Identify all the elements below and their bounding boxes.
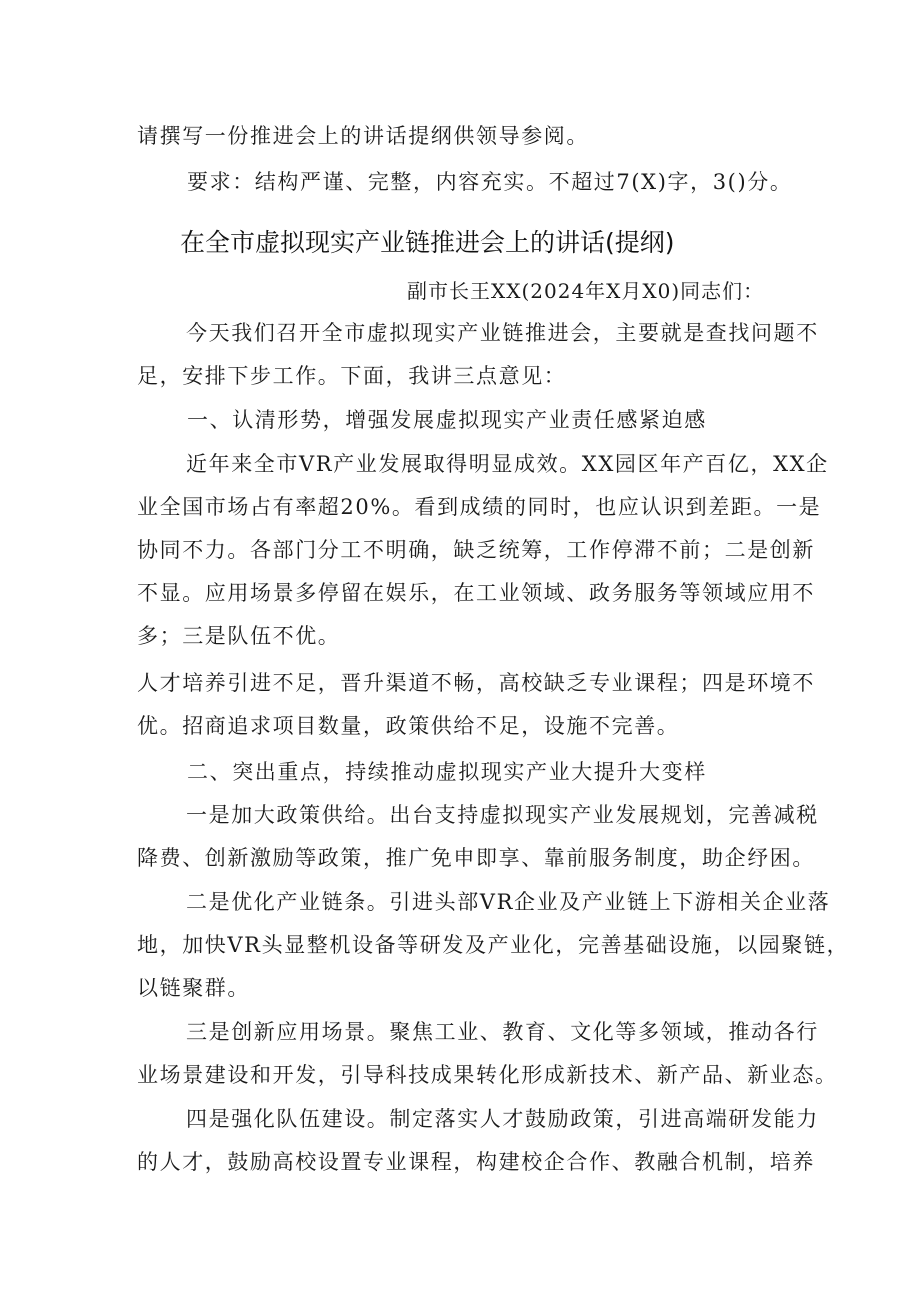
body-line: 优。招商追求项目数量，政策供给不足，设施不完善。	[137, 714, 680, 738]
requirements-line: 要求：结构严谨、完整，内容充实。不超过7(X)字，3()分。	[187, 170, 793, 194]
prompt-line: 请撰写一份推进会上的讲话提纲供领导参阅。	[137, 124, 589, 148]
body-line: 近年来全市VR产业发展取得明显成效。XX园区年产百亿，XX企	[186, 452, 829, 476]
body-line: 四是强化队伍建设。制定落实人才鼓励政策，引进高端研发能力	[186, 1107, 819, 1131]
body-line: 地，加快VR头显整机设备等研发及产业化，完善基础设施，以园聚链，	[137, 933, 850, 957]
body-line: 二是优化产业链条。引进头部VR企业及产业链上下游相关企业落	[186, 890, 831, 914]
speaker-line: 副市长王XX(2024年X月X0)同志们：	[407, 279, 765, 303]
body-line: 多；三是队伍不优。	[137, 624, 341, 648]
body-line: 协同不力。各部门分工不明确，缺乏统筹，工作停滞不前；二是创新	[137, 538, 815, 562]
body-line: 一是加大政策供给。出台支持虚拟现实产业发展规划，完善减税	[186, 803, 819, 827]
section-heading-2: 二、突出重点，持续推动虚拟现实产业大提升大变样	[187, 760, 707, 784]
section-heading-1: 一、认清形势，增强发展虚拟现实产业责任感紧迫感	[187, 408, 707, 432]
body-line: 业全国市场占有率超20%。看到成绩的同时，也应认识到差距。一是	[137, 495, 822, 519]
body-line: 以链聚群。	[137, 976, 250, 1000]
body-line: 降费、创新激励等政策，推广免申即享、靠前服务制度，助企纾困。	[137, 846, 815, 870]
body-line: 三是创新应用场景。聚焦工业、教育、文化等多领域，推动各行	[186, 1020, 819, 1044]
body-line: 的人才，鼓励高校设置专业课程，构建校企合作、教融合机制，培养	[137, 1150, 815, 1174]
document-title: 在全市虚拟现实产业链推进会上的讲话(提纲)	[180, 228, 675, 257]
body-line: 人才培养引进不足，晋升渠道不畅，高校缺乏专业课程；四是环境不	[137, 671, 815, 695]
body-line: 今天我们召开全市虚拟现实产业链推进会，主要就是查找问题不	[186, 321, 819, 345]
body-line: 业场景建设和开发，引导科技成果转化形成新技术、新产品、新业态。	[137, 1063, 838, 1087]
body-line: 不显。应用场景多停留在娱乐，在工业领域、政务服务等领域应用不	[137, 581, 815, 605]
body-line: 足，安排下步工作。下面，我讲三点意见：	[137, 364, 567, 388]
